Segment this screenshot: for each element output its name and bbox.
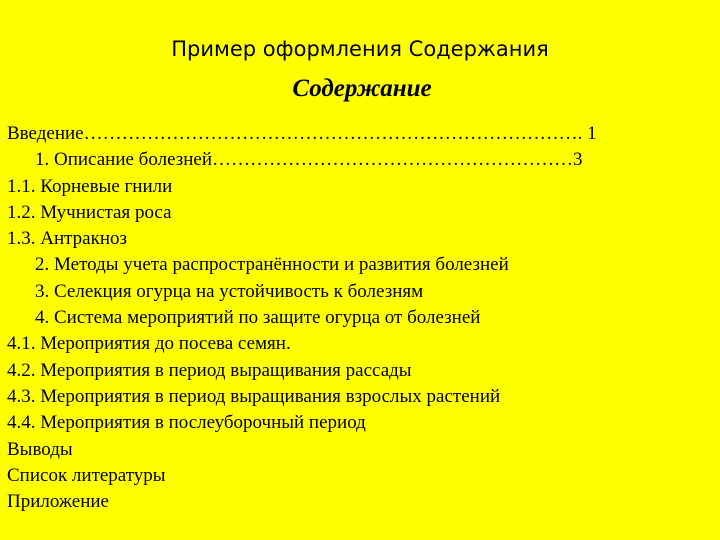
toc-item: Приложение [7, 491, 109, 513]
toc-item: 1.1. Корневые гнили [7, 175, 173, 197]
toc-item: 1.3. Антракноз [7, 228, 128, 250]
toc-item: 2. Методы учета распространённости и развития болезней [35, 254, 509, 276]
toc-item: Введение……………………………………………………………………. 1 [7, 123, 597, 144]
toc-item: Список литературы [7, 464, 166, 486]
toc-item: Выводы [7, 438, 73, 460]
toc-item: 4.3. Мероприятия в период выращивания взрослых растений [7, 385, 501, 407]
toc-heading [0, 74, 720, 104]
slide-title: Пример оформления Содержания [171, 37, 549, 61]
toc-item: 1.2. Мучнистая роса [7, 201, 172, 223]
toc-item: 1. Описание болезней…………………………………………………3 [35, 149, 583, 171]
toc-heading-text: Содержание [292, 75, 432, 102]
toc-item: 4. Система мероприятий по защите огурца от болезней [35, 307, 481, 329]
table-of-contents [7, 121, 713, 515]
toc-item: 3. Селекция огурца на устойчивость к болезням [35, 280, 424, 302]
toc-item: 4.4. Мероприятия в послеуборочный период [7, 412, 366, 434]
toc-item: 4.1. Мероприятия до посева семян. [7, 333, 291, 355]
toc-item: 4.2. Мероприятия в период выращивания рассады [7, 359, 412, 381]
